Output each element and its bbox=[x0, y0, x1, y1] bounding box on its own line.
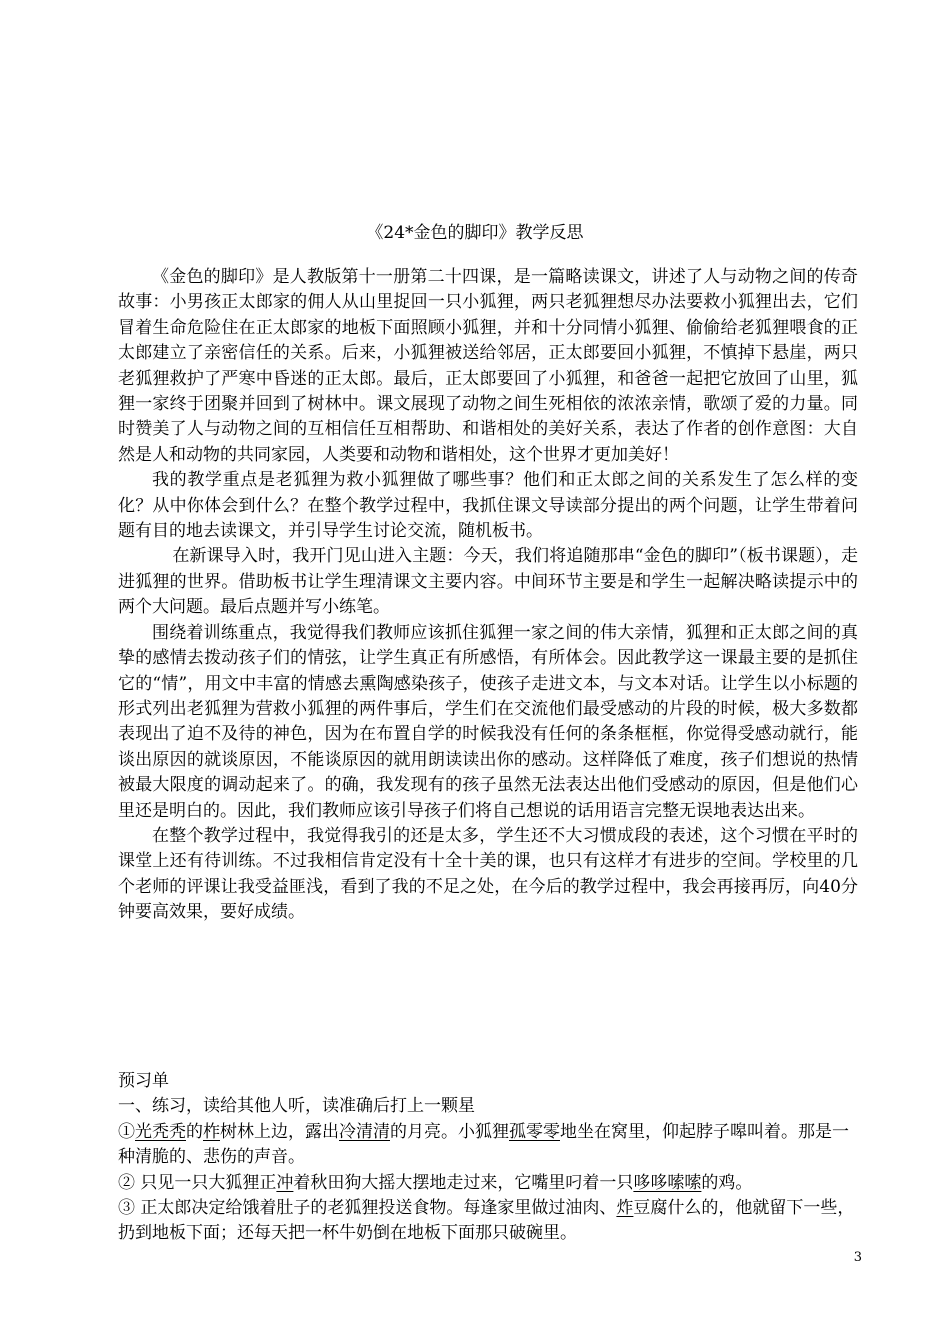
item-text: 正太郎决定给饿着肚子的老狐狸投送食物。每逢家里做过油肉、 bbox=[140, 1198, 617, 1219]
paragraph-reflection: 在整个教学过程中，我觉得我引的还是太多，学生还不大习惯成段的表述，这个习惯在平时的课堂上还有待训练。不过我相信肯定没有十全十美的课，也只有这样才有进步的空间。学校里的几个老师的评课让我受益匪浅，看到了我的不足之处，在今后的教学过程中，我会再接再厉，向40分钟要高效果，要好成绩。 bbox=[118, 825, 858, 923]
item-number: ② bbox=[118, 1172, 135, 1193]
item-text: 豆腐什么的，他就留下一些，扔到地板下面；还每天把一杯牛奶倒在地板下面那只破碗里。 bbox=[118, 1198, 855, 1244]
item-text: 的鸡。 bbox=[701, 1172, 753, 1193]
paragraph-intro: 《金色的脚印》是人教版第十一册第二十四课，是一篇略读课文，讲述了人与动物之间的传奇故事：小男孩正太郎家的佣人从山里捉回一只小狐狸，两只老狐狸想尽办法要救小狐狸出去，它们冒着生命危险住在正太郎家的地板下面照顾小狐狸，并和十分同情小狐狸、偷偷给老狐狸喂食的正太郎建立了亲密信任的关系。后来，小狐狸被送给邻居，正太郎要回小狐狸，不慎掉下悬崖，两只老狐狸救护了严寒中昏迷的正太郎。最后，正太郎要回了小狐狸，和爸爸一起把它放回了山里，狐狸一家终于团聚并回到了树林中。课文展现了动物之间生死相依的浓浓亲情，歌颂了爱的力量。同时赞美了人与动物之间的互相信任互相帮助、和谐相处的美好关系，表达了作者的创作意图：大自然是人和动物的共同家园，人类要和动物和谐相处，这个世界才更加美好！ bbox=[118, 267, 858, 465]
underlined-word: 冷清清 bbox=[339, 1121, 390, 1142]
underlined-word: 冲 bbox=[276, 1172, 294, 1193]
exercise-section-one: 一、练习，读给其他人听，读准确后打上一颗星 bbox=[118, 1096, 475, 1117]
underlined-word: 哆哆嗦嗦 bbox=[633, 1172, 702, 1193]
item-number: ① bbox=[118, 1121, 135, 1142]
document-body bbox=[118, 265, 858, 926]
item-text: 的 bbox=[186, 1121, 203, 1142]
item-text: 树林上边，露出 bbox=[220, 1121, 339, 1142]
item-text: 地坐在窝里，仰起脖子嗥叫着。那是一种清脆的、悲伤的声音。 bbox=[118, 1121, 849, 1168]
preview-sheet-heading: 预习单 bbox=[118, 1071, 169, 1091]
exercise-item-3 bbox=[118, 1196, 863, 1247]
exercise-item-2 bbox=[118, 1171, 863, 1196]
page-number: 3 bbox=[853, 1250, 862, 1265]
exercise-item-1 bbox=[118, 1120, 863, 1171]
underlined-word: 光秃秃 bbox=[135, 1121, 186, 1142]
item-number: ③ bbox=[118, 1198, 135, 1219]
item-text: 只见一只大狐狸正 bbox=[140, 1172, 277, 1193]
underlined-word: 柞 bbox=[203, 1121, 220, 1142]
underlined-word: 炸 bbox=[616, 1198, 634, 1219]
paragraph-teaching-focus: 我的教学重点是老狐狸为救小狐狸做了哪些事？他们和正太郎之间的关系发生了怎么样的变化？从中你体会到什么？在整个教学过程中，我抓住课文导读部分提出的两个问题，让学生带着问题有目的地去读课文，并引导学生讨论交流，随机板书。 bbox=[118, 470, 858, 542]
underlined-word: 孤零零 bbox=[509, 1121, 560, 1142]
paragraph-training-focus: 围绕着训练重点，我觉得我们教师应该抓住狐狸一家之间的伟大亲情，狐狸和正太郎之间的真挚的感情去拨动孩子们的情弦，让学生真正有所感悟，有所体会。因此教学这一课最主要的是抓住它的“情”，用文中丰富的情感去熏陶感染孩子，使孩子走进文本，与文本对话。让学生以小标题的形式列出老狐狸为营救小狐狸的两件事后，学生们在交流他们最受感动的片段的时候，极大多数都表现出了迫不及待的神色，因为在布置自学的时候我没有任何的条条框框，你觉得受感动就行，能谈出原因的就谈原因，不能谈原因的就用朗读读出你的感动。这样降低了难度，孩子们想说的热情被最大限度的调动起来了。的确，我发现有的孩子虽然无法表达出他们受感动的原因，但是他们心里还是明白的。因此，我们教师应该引导孩子们将自己想说的话用语言完整无误地表达出来。 bbox=[118, 622, 858, 821]
preview-sheet bbox=[118, 1069, 863, 1247]
item-text: 着秋田狗大摇大摆地走过来，它嘴里叼着一只 bbox=[293, 1172, 634, 1193]
item-text: 的月亮。小狐狸 bbox=[390, 1121, 509, 1142]
paragraph-lesson-intro: 在新课导入时，我开门见山进入主题：今天，我们将追随那串“金色的脚印”（板书课题），走进狐狸的世界。借助板书让学生理清课文主要内容。中间环节主要是和学生一起解决略读提示中的两个大问题。最后点题并写小练笔。 bbox=[118, 546, 858, 618]
document-title: 《24*金色的脚印》教学反思 bbox=[366, 223, 584, 243]
